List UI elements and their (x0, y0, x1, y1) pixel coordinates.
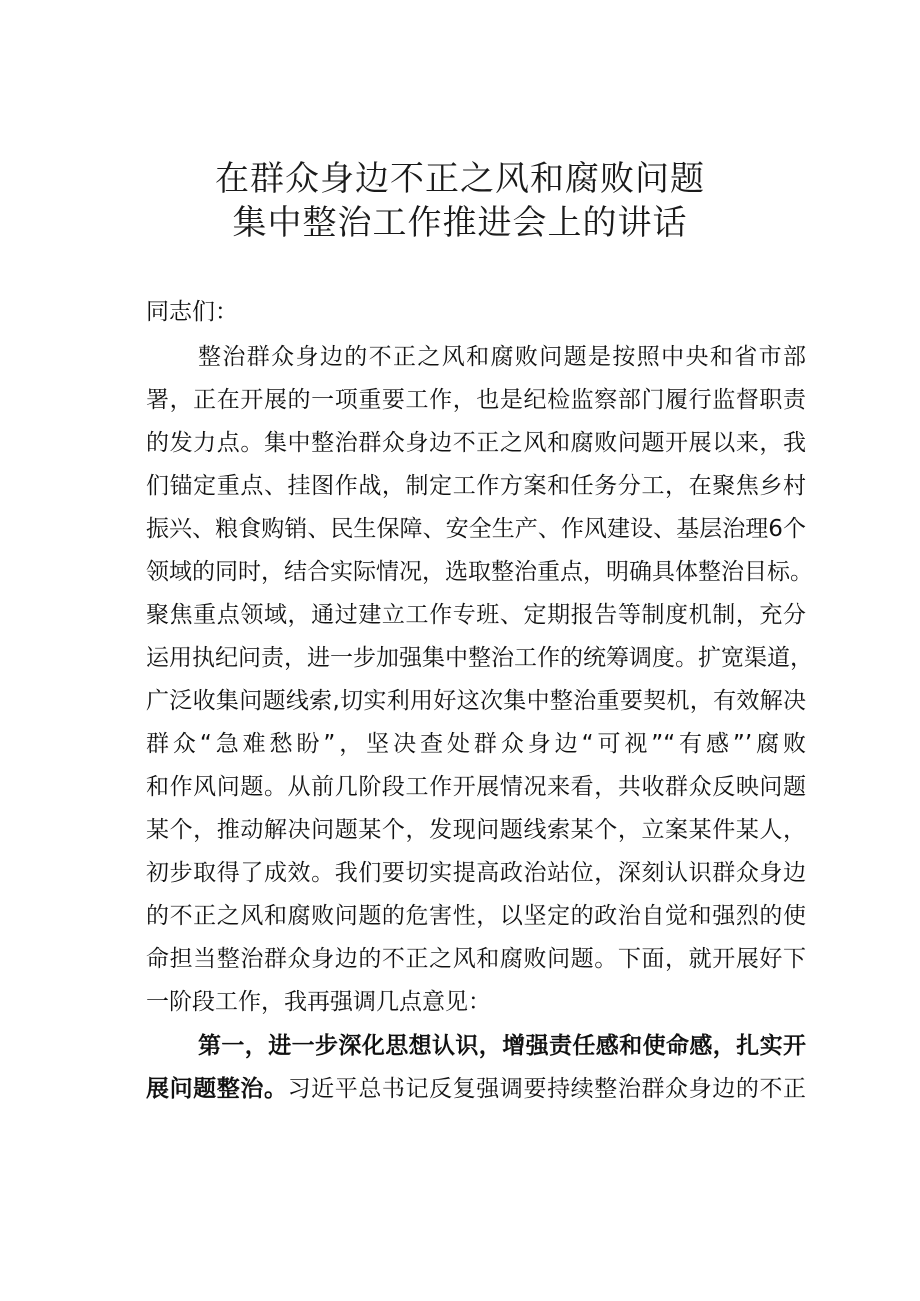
paragraph-2-line (146, 1073, 806, 1106)
paragraph-1-line: 的发力点。集中整治群众身边不正之风和腐败问题开展以来，我 (146, 430, 806, 456)
paragraph-1-line: 整治群众身边的不正之风和腐败问题是按照中央和省市部 (198, 344, 806, 370)
paragraph-1-line: 署，正在开展的一项重要工作，也是纪检监察部门履行监督职责 (146, 387, 806, 413)
paragraph-2-heading-line: 第一，进一步深化思想认识，增强责任感和使命感，扎实开 (198, 1033, 806, 1059)
paragraph-1-line: 聚焦重点领域，通过建立工作专班、定期报告等制度机制，充分 (146, 602, 806, 628)
title-line-2: 集中整治工作推进会上的讲话 (232, 203, 688, 243)
paragraph-1-line: 群众“急难愁盼”，坚决查处群众身边“可视”“有感”’腐败 (146, 731, 806, 757)
paragraph-2-heading-end: 展问题整治。 (146, 1076, 288, 1102)
paragraph-1-line: 一阶段工作，我再强调几点意见： (146, 989, 491, 1015)
salutation: 同志们： (146, 299, 238, 325)
paragraph-2-body: 习近平总书记反复强调要持续整治群众身边的不正 (287, 1076, 807, 1102)
paragraph-1-line: 的不正之风和腐败问题的危害性，以坚定的政治自觉和强烈的使 (146, 903, 806, 929)
paragraph-1-line: 们锚定重点、挂图作战，制定工作方案和任务分工，在聚焦乡村 (146, 473, 806, 499)
paragraph-1-line: 运用执纪问责，进一步加强集中整治工作的统筹调度。扩宽渠道， (146, 645, 813, 671)
title-line-1: 在群众身边不正之风和腐败问题 (215, 159, 705, 199)
paragraph-1-line: 初步取得了成效。我们要切实提高政治站位，深刻认识群众身边 (146, 860, 806, 886)
paragraph-1-line: 某个，推动解决问题某个，发现问题线索某个，立案某件某人， (146, 817, 806, 843)
paragraph-1-line: 和作风问题。从前几阶段工作开展情况来看，共收群众反映问题 (146, 774, 806, 800)
paragraph-1-line: 振兴、粮食购销、民生保障、安全生产、作风建设、基层治理6个 (146, 516, 806, 542)
paragraph-1-line: 领域的同时，结合实际情况，选取整治重点，明确具体整治目标。 (146, 559, 813, 585)
paragraph-1-line: 广泛收集问题线索,切实利用好这次集中整治重要契机，有效解决 (146, 688, 806, 714)
paragraph-1-line: 命担当整治群众身边的不正之风和腐败问题。下面，就开展好下 (146, 946, 806, 972)
